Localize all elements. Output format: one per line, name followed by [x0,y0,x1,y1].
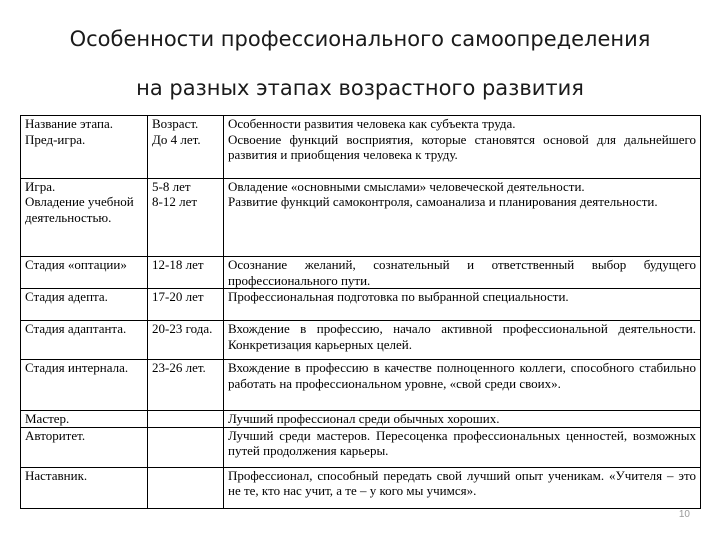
table-row [21,132,701,179]
age-cell: 5-8 лет [148,178,224,194]
features-cell: Профессионал, способный передать свой лучший опыт ученикам. «Учителя – это не те, кто нас учит, а те – у кого мы учимся». [224,467,701,508]
stage-cell: Овладение учебной деятельностью. [21,194,148,257]
header-features: Особенности развития человека как субъекта труда. [224,116,701,132]
slide-title-line-2: на разных этапах возрастного развития [136,76,584,100]
age-cell: До 4 лет. [148,132,224,179]
age-cell [148,411,224,428]
table-row [21,360,701,411]
table-header-row [21,116,701,132]
features-cell: Лучший среди мастеров. Пересоценка профессиональных ценностей, возможных путей продолжения карьеры. [224,427,701,467]
age-cell: 23-26 лет. [148,360,224,411]
features-cell: Профессиональная подготовка по выбранной специальности. [224,289,701,321]
table-row [21,257,701,289]
stage-cell: Стадия «оптации» [21,257,148,289]
age-cell: 17-20 лет [148,289,224,321]
stage-cell: Стадия адепта. [21,289,148,321]
page-number: 10 [678,509,690,520]
features-cell: Развитие функций самоконтроля, самоанализа и планирования деятельности. [224,194,701,257]
table-row [21,289,701,321]
stage-cell: Стадия адаптанта. [21,321,148,360]
features-cell: Овладение «основными смыслами» человеческой деятельности. [224,178,701,194]
stage-cell: Игра. [21,178,148,194]
age-cell [148,467,224,508]
table-row [21,427,701,467]
stage-cell: Стадия интернала. [21,360,148,411]
table-row [21,321,701,360]
stage-cell: Авторитет. [21,427,148,467]
table-row [21,467,701,508]
table-row [21,411,701,428]
stage-cell: Мастер. [21,411,148,428]
age-cell [148,427,224,467]
features-cell: Вхождение в профессию в качестве полноценного коллеги, способного стабильно работать на профессиональном уровне, «свой среди своих». [224,360,701,411]
header-age: Возраст. [148,116,224,132]
table-row [21,178,701,194]
table-row [21,194,701,257]
features-cell: Осознание желаний, сознательный и ответственный выбор будущего профессионального пути. [224,257,701,289]
stage-cell: Пред-игра. [21,132,148,179]
age-cell: 20-23 года. [148,321,224,360]
header-stage: Название этапа. [21,116,148,132]
age-cell: 8-12 лет [148,194,224,257]
stages-table [20,115,701,509]
features-cell: Лучший профессионал среди обычных хороших. [224,411,701,428]
stage-cell: Наставник. [21,467,148,508]
features-cell: Вхождение в профессию, начало активной профессиональной деятельности. Конкретизация карьерных целей. [224,321,701,360]
age-cell: 12-18 лет [148,257,224,289]
features-cell: Освоение функций восприятия, которые становятся основой для дальнейшего развития и приобщения человека к труду. [224,132,701,179]
slide-title-line-1: Особенности профессионального самоопределения [69,27,651,51]
